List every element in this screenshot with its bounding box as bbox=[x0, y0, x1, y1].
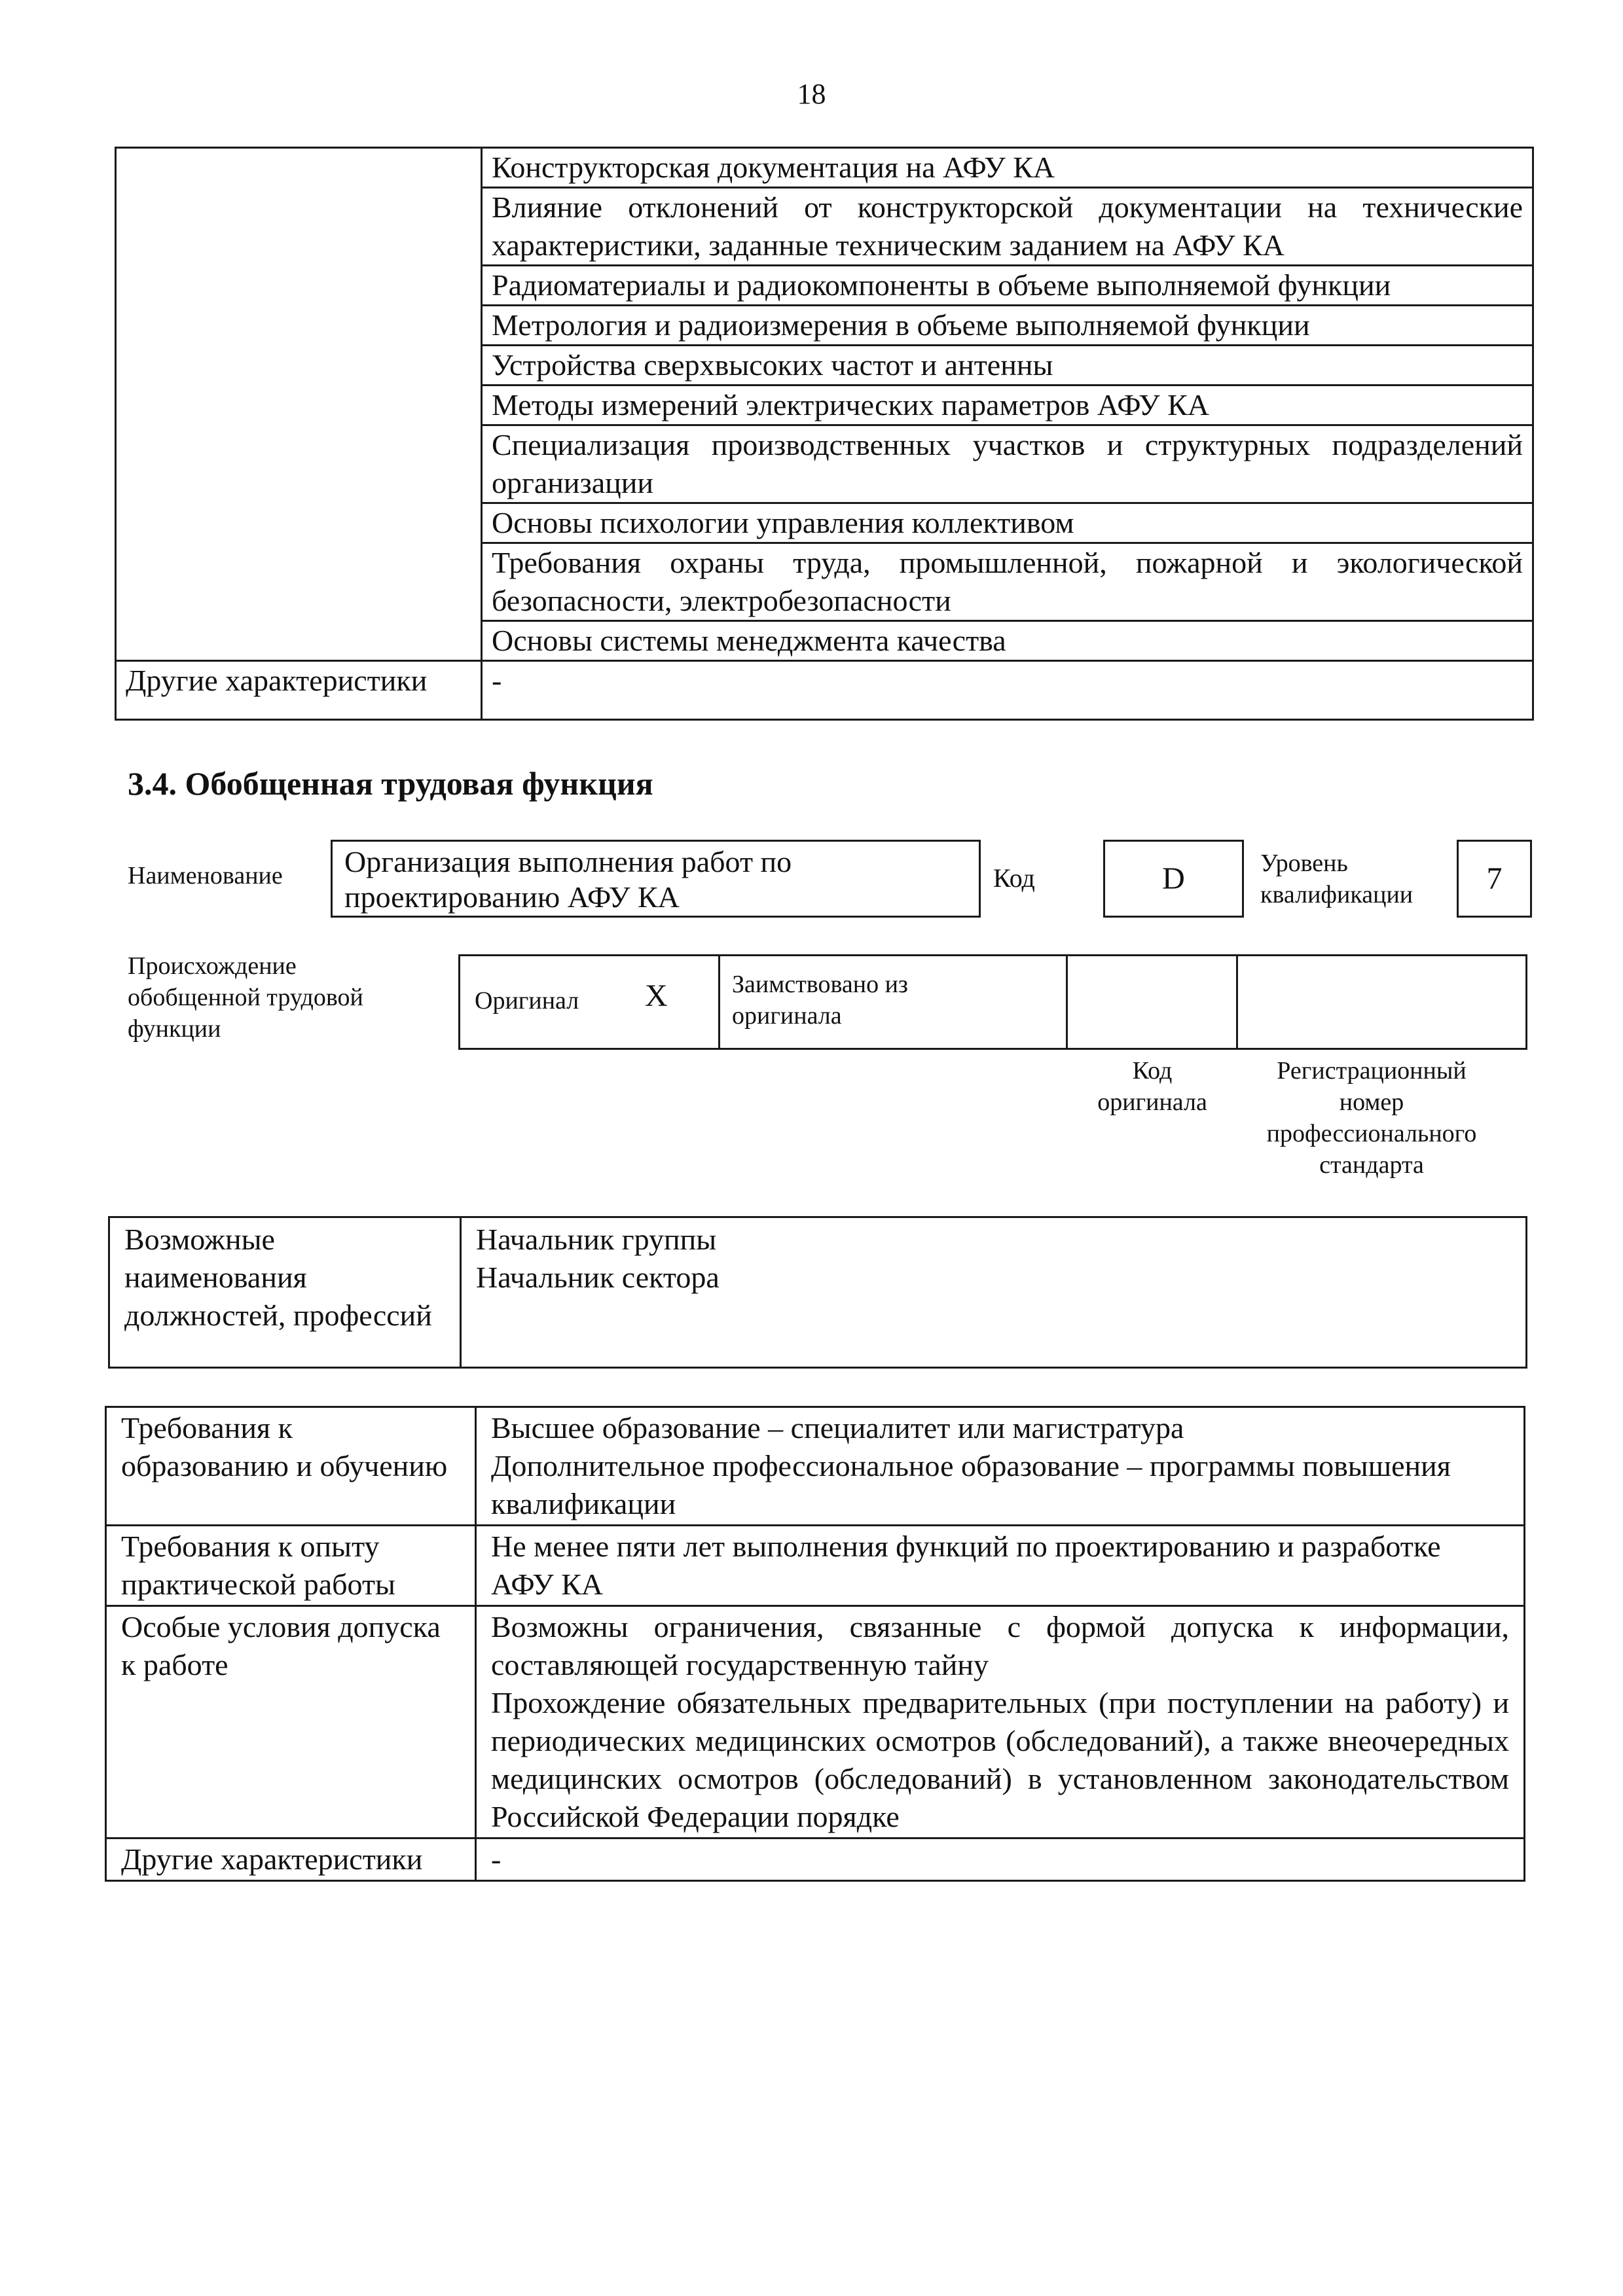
knowledge-item: Требования охраны труда, промышленной, пожарной и экологической безопасности, электробезопасности bbox=[482, 543, 1533, 621]
origin-divider bbox=[718, 954, 720, 1050]
knowledge-item: Устройства сверхвысоких частот и антенны bbox=[482, 346, 1533, 386]
education-item: Высшее образование – специалитет или магистратура bbox=[491, 1411, 1184, 1444]
knowledge-item: Радиоматериалы и радиокомпоненты в объеме выполняемой функции bbox=[482, 266, 1533, 306]
education-item: Дополнительное профессиональное образование – программы повышения квалификации bbox=[491, 1449, 1451, 1520]
conditions-label: Особые условия допуска к работе bbox=[106, 1606, 476, 1839]
origin-box bbox=[458, 954, 1527, 1050]
origin-divider bbox=[1066, 954, 1068, 1050]
requirements-other-label: Другие характеристики bbox=[106, 1839, 476, 1881]
positions-label: Возможные наименования должностей, профессий bbox=[109, 1217, 461, 1368]
experience-label: Требования к опыту практической работы bbox=[106, 1526, 476, 1606]
position-item: Начальник группы bbox=[476, 1223, 717, 1256]
knowledge-item: Методы измерений электрических параметров АФУ КА bbox=[482, 386, 1533, 425]
level-label: Уровень квалификации bbox=[1260, 850, 1413, 908]
knowledge-label-cell bbox=[116, 148, 482, 661]
origin-divider bbox=[1236, 954, 1238, 1050]
origin-label: Происхождение обобщенной трудовой функции bbox=[128, 952, 363, 1043]
knowledge-item: Влияние отклонений от конструкторской документации на технические характеристики, заданные техническим заданием на АФУ КА bbox=[482, 188, 1533, 266]
position-item: Начальник сектора bbox=[476, 1261, 720, 1294]
knowledge-item: Метрология и радиоизмерения в объеме выполняемой функции bbox=[482, 306, 1533, 346]
education-label: Требования к образованию и обучению bbox=[106, 1407, 476, 1526]
conditions-values-cell bbox=[476, 1606, 1525, 1839]
name-label: Наименование bbox=[128, 862, 283, 889]
knowledge-item: Основы психологии управления коллективом bbox=[482, 503, 1533, 543]
function-name-value: Организация выполнения работ по проектированию АФУ КА bbox=[344, 845, 792, 914]
other-characteristics-label: Другие характеристики bbox=[116, 661, 482, 720]
knowledge-item: Специализация производственных участков и структурных подразделений организации bbox=[482, 425, 1533, 503]
code-label: Код bbox=[993, 863, 1035, 893]
level-box bbox=[1457, 840, 1532, 918]
other-characteristics-value: - bbox=[482, 661, 1533, 720]
reg-number-caption: Регистрационный номер профессионального стандарта bbox=[1266, 1057, 1477, 1179]
requirements-table bbox=[105, 1406, 1525, 1882]
knowledge-item: Конструкторская документация на АФУ КА bbox=[482, 148, 1533, 188]
code-value: D bbox=[1162, 861, 1185, 896]
code-original-caption: Код оригинала bbox=[1097, 1057, 1207, 1116]
original-mark: X bbox=[645, 978, 668, 1013]
function-name-box bbox=[331, 840, 981, 918]
experience-value: Не менее пяти лет выполнения функций по проектированию и разработке АФУ КА bbox=[476, 1526, 1525, 1606]
level-value: 7 bbox=[1486, 861, 1503, 896]
section-title: 3.4. Обобщенная трудовая функция bbox=[128, 765, 653, 802]
borrowed-label: Заимствовано из оригинала bbox=[732, 971, 908, 1030]
education-values-cell bbox=[476, 1407, 1525, 1526]
requirements-other-value: - bbox=[476, 1839, 1525, 1881]
condition-item: Возможны ограничения, связанные с формой допуска к информации, составляющей государственную тайну bbox=[491, 1610, 1509, 1681]
positions-table bbox=[108, 1216, 1527, 1369]
page-number: 18 bbox=[797, 78, 826, 110]
code-box bbox=[1103, 840, 1244, 918]
knowledge-table bbox=[115, 147, 1534, 721]
original-label: Оригинал bbox=[475, 987, 579, 1014]
condition-item: Прохождение обязательных предварительных (при поступлении на работу) и периодических медицинских осмотров (обследований), а также внеочередных медицинских осмотров (обследований) в установленном законодательством Российской Федерации порядке bbox=[491, 1686, 1509, 1833]
positions-values-cell bbox=[461, 1217, 1527, 1368]
knowledge-item: Основы системы менеджмента качества bbox=[482, 621, 1533, 661]
